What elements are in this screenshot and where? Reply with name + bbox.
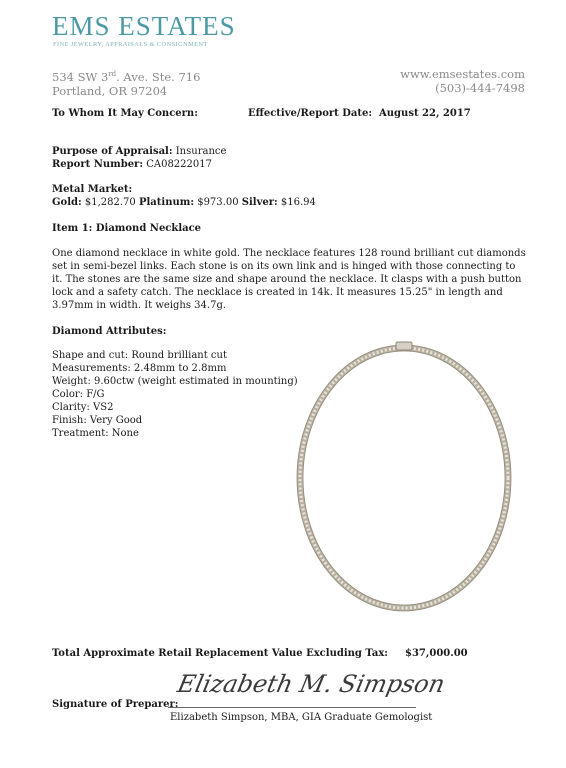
attribute-clarity: Clarity: VS2	[52, 402, 114, 413]
report-date	[248, 107, 471, 120]
preparer-name: Elizabeth Simpson, MBA, GIA Graduate Gemologist	[170, 712, 433, 723]
purpose-line	[52, 145, 226, 158]
attribute-shape: Shape and cut: Round brilliant cut	[52, 350, 227, 361]
report-number-value: CA08222017	[146, 159, 212, 170]
total-value: $37,000.00	[405, 648, 468, 659]
address-line-2: Portland, OR 97204	[52, 83, 168, 98]
platinum-value: $973.00	[197, 197, 239, 208]
signature-line	[168, 707, 416, 708]
address-street-rest: . Ave. Ste. 716	[116, 69, 201, 84]
necklace-inner-edge	[303, 351, 505, 605]
necklace-stones	[300, 348, 508, 608]
company-contact	[400, 67, 525, 95]
silver-value: $16.94	[280, 197, 316, 208]
company-website[interactable]: www.emsestates.com	[400, 67, 525, 81]
report-number-line	[52, 158, 212, 171]
attribute-color: Color: F/G	[52, 389, 105, 400]
metal-market-heading: Metal Market:	[52, 184, 133, 195]
attribute-measurements: Measurements: 2.48mm to 2.8mm	[52, 363, 227, 374]
report-date-value: August 22, 2017	[379, 108, 471, 119]
attribute-weight: Weight: 9.60ctw (weight estimated in mounting)	[52, 376, 298, 387]
signature-label: Signature of Preparer:	[52, 699, 179, 710]
purpose-label: Purpose of Appraisal:	[52, 146, 173, 157]
address-ordinal-suffix: rd	[108, 70, 117, 78]
gold-value: $1,282.70	[84, 197, 136, 208]
salutation: To Whom It May Concern:	[52, 108, 198, 119]
total-label: Total Approximate Retail Replacement Value Excluding Tax:	[52, 648, 388, 659]
attribute-finish: Finish: Very Good	[52, 415, 143, 426]
item-description: One diamond necklace in white gold. The necklace features 128 round brilliant cut diamonds set in semi-bezel links. Each stone is on its own link and is hinged with those connecting to it. The stones are the same size and shape around the necklace. It clasps with a push button lock and a safety catch. The necklace is created in 14k. It measures 15.25" in length and 3.97mm in width. It weighs 34.7g.	[52, 248, 526, 311]
platinum-label: Platinum:	[138, 197, 195, 208]
attributes-heading: Diamond Attributes:	[52, 326, 167, 337]
report-date-label: Effective/Report Date:	[248, 108, 373, 119]
attributes-list	[52, 349, 298, 440]
gold-label: Gold:	[52, 197, 82, 208]
company-address	[52, 67, 200, 98]
silver-label: Silver:	[241, 197, 278, 208]
attribute-treatment: Treatment: None	[52, 428, 139, 439]
company-phone: (503)-444-7498	[435, 81, 525, 95]
item-heading: Item 1: Diamond Necklace	[52, 223, 202, 234]
company-tagline: FINE JEWELRY, APPRAISALS & CONSIGNMENT	[53, 41, 208, 48]
report-number-label: Report Number:	[52, 159, 144, 170]
address-street-number: 534 SW 3	[52, 69, 109, 84]
purpose-value: Insurance	[175, 146, 227, 157]
address-line-1	[52, 67, 200, 84]
handwritten-signature: Elizabeth M. Simpson	[175, 670, 448, 698]
necklace-photo	[280, 318, 530, 630]
company-logo: EMS ESTATES	[52, 11, 236, 41]
necklace-clasp	[396, 342, 412, 350]
metal-prices-line	[52, 196, 316, 209]
